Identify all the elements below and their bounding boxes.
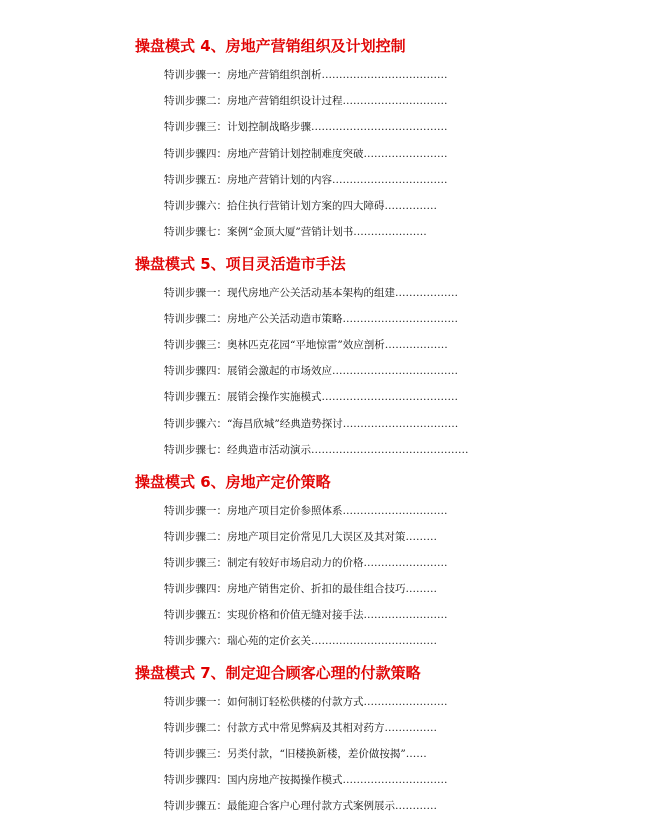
step-text: 奥林匹克花园“平地惊雷”效应剖析: [227, 339, 385, 351]
step-text: 展销会激起的市场效应: [227, 365, 332, 377]
step-text: 现代房地产公关活动基本架构的组建: [227, 287, 395, 299]
step-row: [164, 337, 448, 353]
step-row: [164, 389, 458, 405]
step-text: 拾住执行营销计划方案的四大障碍: [227, 200, 385, 212]
step-label: 特训步骤四：: [164, 774, 227, 786]
step-leader: …………………………: [342, 774, 448, 786]
step-row: [164, 224, 427, 240]
step-label: 特训步骤三：: [164, 339, 227, 351]
step-leader: ………………………………: [321, 69, 448, 81]
step-leader: ……………………: [363, 609, 448, 621]
step-leader: …………: [395, 800, 437, 812]
step-text: 房地产项目定价参照体系: [227, 505, 343, 517]
step-label: 特训步骤二：: [164, 531, 227, 543]
step-text: 房地产项目定价常见几大误区及其对策: [227, 531, 406, 543]
step-row: [164, 67, 448, 83]
step-leader: ……………………………: [342, 313, 458, 325]
step-row: [164, 529, 437, 545]
step-leader: ……………………: [363, 557, 448, 569]
step-label: 特训步骤四：: [164, 365, 227, 377]
step-row: [164, 798, 437, 814]
step-leader: …………………………………: [321, 391, 458, 403]
step-leader: ………………………………………: [311, 444, 469, 456]
step-text: 国内房地产按揭操作模式: [227, 774, 343, 786]
step-text: 另类付款，“旧楼换新楼，差价做按揭”: [227, 748, 406, 760]
step-label: 特训步骤一：: [164, 287, 227, 299]
step-row: [164, 633, 437, 649]
step-leader: ……: [405, 748, 427, 760]
step-text: 房地产营销组织剖析: [227, 69, 322, 81]
step-row: [164, 363, 458, 379]
step-row: [164, 746, 427, 762]
step-text: 房地产营销组织设计过程: [227, 95, 343, 107]
section-title-5: 操盘模式 5、项目灵活造市手法: [135, 255, 346, 273]
step-leader: ……………………………: [332, 174, 448, 186]
step-leader: ………: [405, 583, 437, 595]
step-text: “海昌欣城”经典造势探讨: [227, 418, 343, 430]
step-label: 特训步骤二：: [164, 722, 227, 734]
step-label: 特训步骤二：: [164, 95, 227, 107]
step-row: [164, 119, 448, 135]
step-text: 案例“金顶大厦”营销计划书: [227, 226, 354, 238]
step-text: 最能迎合客户心理付款方式案例展示: [227, 800, 395, 812]
step-text: 房地产公关活动造市策略: [227, 313, 343, 325]
step-row: [164, 720, 437, 736]
step-row: [164, 172, 448, 188]
step-label: 特训步骤七：: [164, 444, 227, 456]
step-label: 特训步骤五：: [164, 609, 227, 621]
step-row: [164, 93, 448, 109]
step-label: 特训步骤五：: [164, 391, 227, 403]
step-label: 特训步骤六：: [164, 418, 227, 430]
step-row: [164, 555, 448, 571]
step-label: 特训步骤四：: [164, 148, 227, 160]
step-text: 房地产营销计划的内容: [227, 174, 332, 186]
step-row: [164, 503, 448, 519]
step-leader: ………………: [395, 287, 458, 299]
step-text: 房地产营销计划控制难度突破: [227, 148, 364, 160]
step-leader: ………………: [384, 339, 448, 351]
step-leader: ………: [405, 531, 437, 543]
step-row: [164, 607, 448, 623]
step-label: 特训步骤六：: [164, 200, 227, 212]
step-label: 特训步骤二：: [164, 313, 227, 325]
step-row: [164, 416, 458, 432]
step-leader: ……………………………: [342, 418, 459, 430]
step-label: 特训步骤三：: [164, 121, 227, 133]
step-leader: ……………………: [363, 696, 448, 708]
step-label: 特训步骤一：: [164, 696, 227, 708]
step-leader: …………………………: [342, 505, 448, 517]
step-leader: ……………: [384, 722, 437, 734]
step-text: 瑞心苑的定价玄关: [227, 635, 311, 647]
step-leader: …………………: [353, 226, 427, 238]
step-text: 制定有较好市场启动力的价格: [227, 557, 364, 569]
step-label: 特训步骤四：: [164, 583, 227, 595]
step-text: 计划控制战略步骤: [227, 121, 311, 133]
step-label: 特训步骤五：: [164, 174, 227, 186]
step-label: 特训步骤五：: [164, 800, 227, 812]
step-text: 展销会操作实施模式: [227, 391, 322, 403]
step-text: 付款方式中常见弊病及其相对药方: [227, 722, 385, 734]
step-leader: ……………: [384, 200, 437, 212]
step-row: [164, 442, 469, 458]
step-text: 实现价格和价值无缝对接手法: [227, 609, 364, 621]
step-leader: …………………………………: [311, 121, 448, 133]
step-text: 如何制订轻松供楼的付款方式: [227, 696, 364, 708]
section-title-4: 操盘模式 4、房地产营销组织及计划控制: [135, 37, 406, 55]
section-title-7: 操盘模式 7、制定迎合顾客心理的付款策略: [135, 664, 421, 682]
step-row: [164, 694, 448, 710]
step-row: [164, 311, 458, 327]
step-label: 特训步骤一：: [164, 69, 227, 81]
step-row: [164, 581, 437, 597]
step-row: [164, 198, 437, 214]
step-label: 特训步骤三：: [164, 557, 227, 569]
step-label: 特训步骤七：: [164, 226, 227, 238]
step-row: [164, 285, 458, 301]
step-row: [164, 146, 448, 162]
step-leader: ……………………: [363, 148, 448, 160]
section-title-6: 操盘模式 6、房地产定价策略: [135, 473, 331, 491]
step-leader: ………………………………: [311, 635, 437, 647]
step-label: 特训步骤三：: [164, 748, 227, 760]
step-label: 特训步骤一：: [164, 505, 227, 517]
step-row: [164, 772, 448, 788]
step-leader: …………………………: [342, 95, 448, 107]
step-text: 房地产销售定价、折扣的最佳组合技巧: [227, 583, 406, 595]
step-label: 特训步骤六：: [164, 635, 227, 647]
step-leader: ………………………………: [332, 365, 458, 377]
step-text: 经典造市活动演示: [227, 444, 311, 456]
